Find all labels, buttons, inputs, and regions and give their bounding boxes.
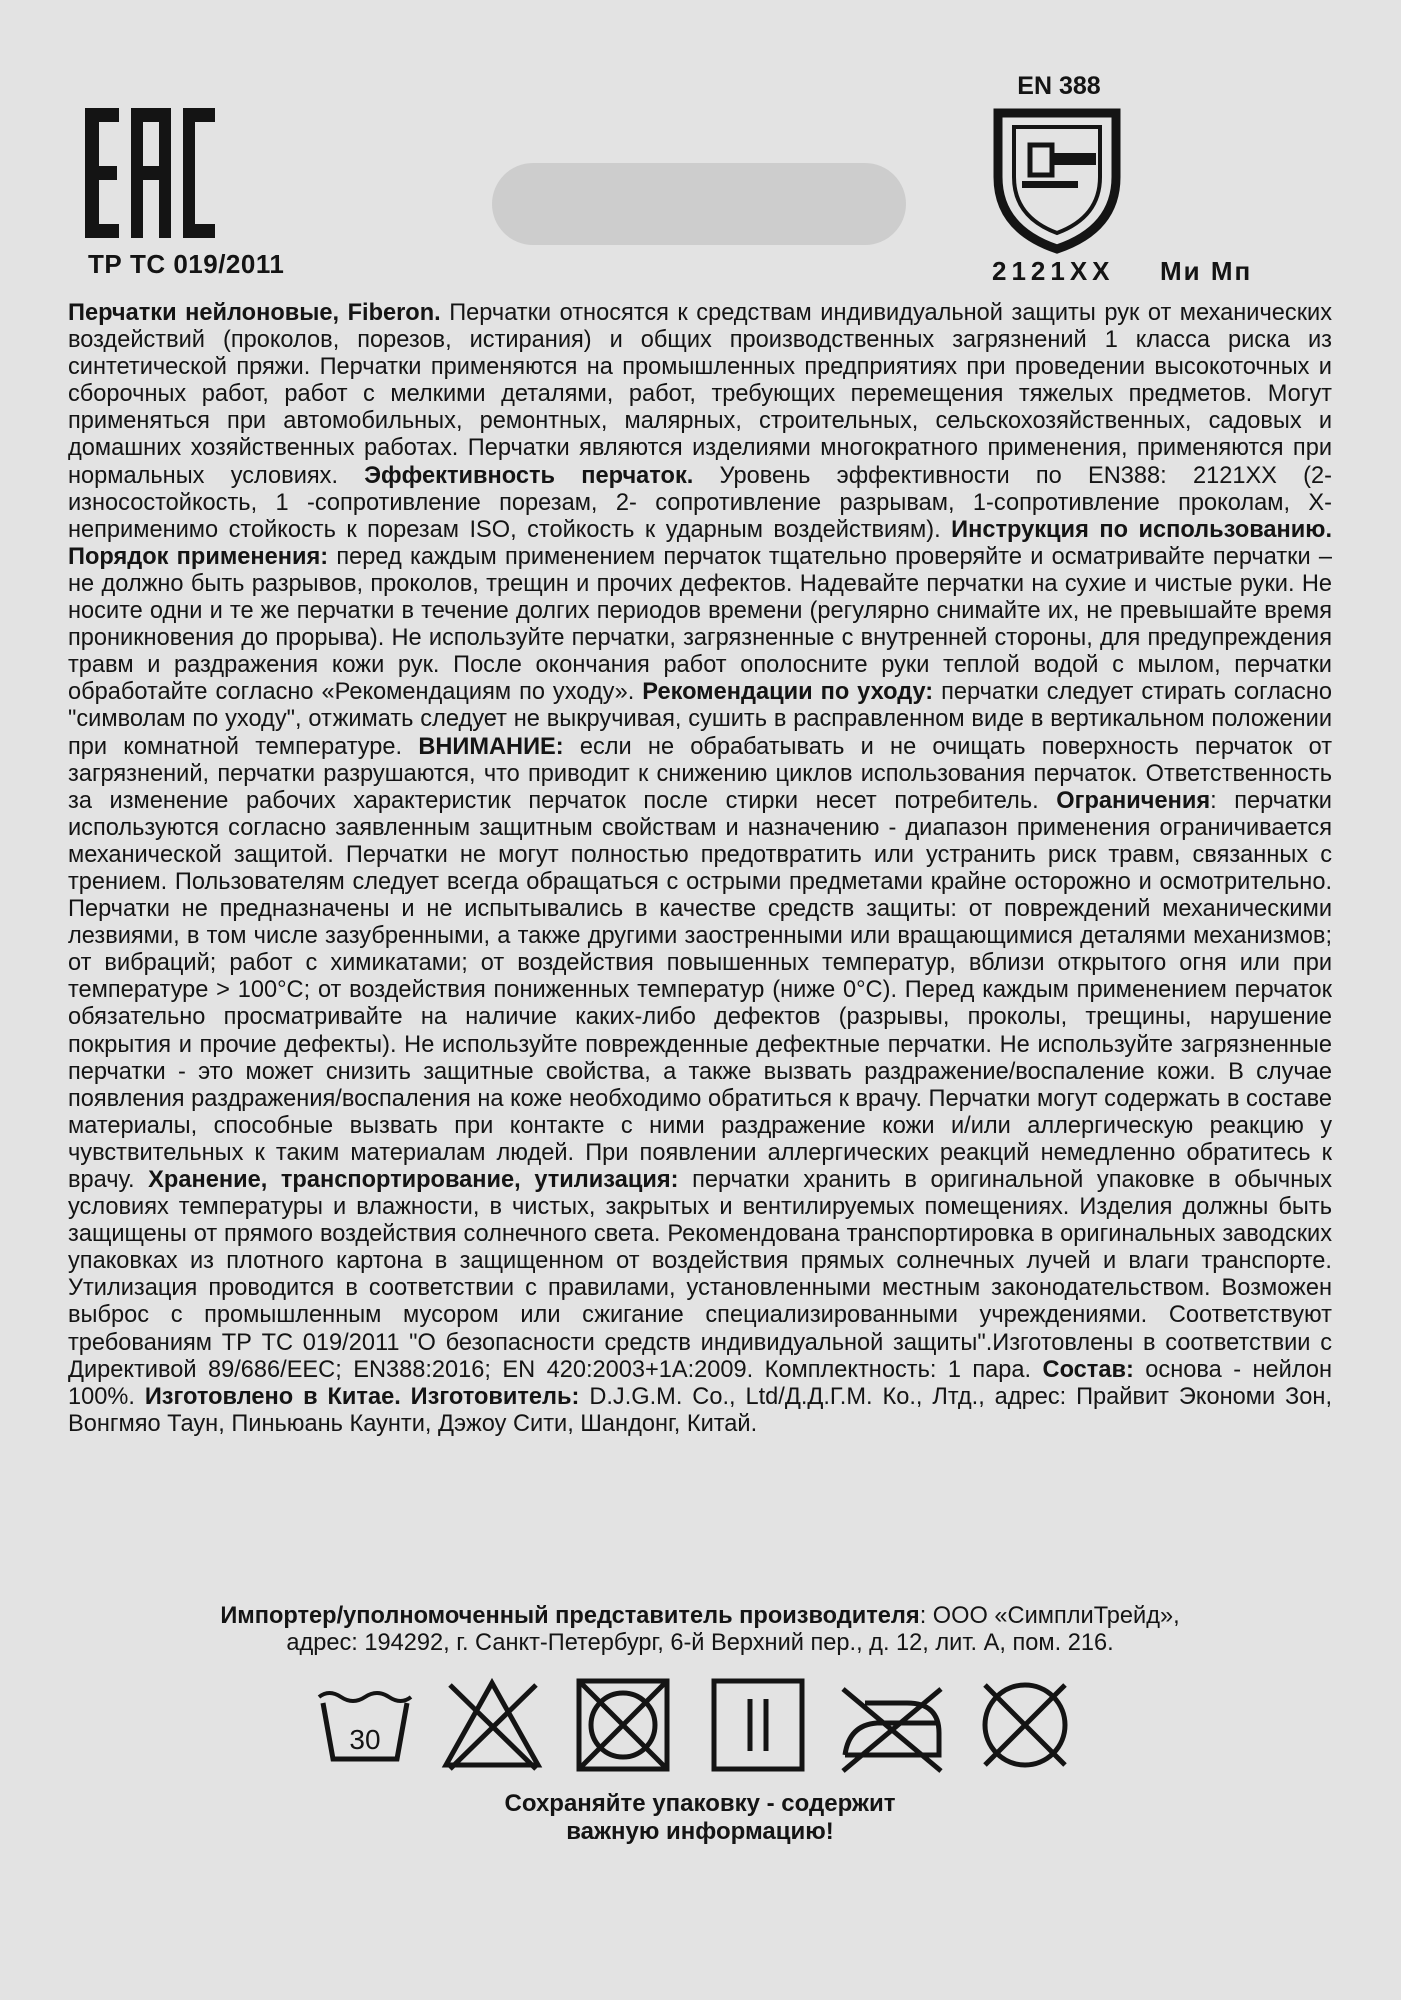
- importer-label: Импортер/уполномоченный представитель производителя: [220, 1603, 920, 1629]
- no-iron-icon: [835, 1675, 950, 1775]
- heading-composition: Состав:: [1042, 1356, 1134, 1383]
- paragraph-manufacturer: D.J.G.M. Co., Ltd/Д.Д.Г.М. Ко., Лтд., адрес: Прайвит Экономи Зон, Вонгмяо Таун, Пиньюань Каунти, Дэжоу Сити, Шандонг, Китай.: [68, 1383, 1333, 1437]
- heading-instruction: Инструкция по использованию. Порядок применения:: [68, 516, 1333, 570]
- no-dry-clean-icon: [975, 1675, 1075, 1775]
- heading-attention: ВНИМАНИЕ:: [418, 733, 564, 760]
- footer-note: [400, 1790, 1000, 1846]
- paragraph-instruction: перед каждым применением перчаток тщательно проверяйте и осматривайте перчатки – не должно быть разрывов, проколов, трещин и прочих дефектов. Надевайте перчатки на сухие и чистые руки. Не носите одни и те же перчатки в течение долгих периодов времени (регулярно снимайте их, не превышайте время проникновения до прорыва). Не используйте перчатки, загрязненные с внутренней стороны, для предупреждения травм и раздражения кожи рук. После окончания работ ополосните руки теплой водой с мылом, перчатки обработайте согласно «Рекомендациям по уходу».: [68, 543, 1332, 706]
- hang-hole: [492, 163, 906, 245]
- wash-temperature-label: 30: [349, 1724, 381, 1755]
- footer-line-1: Сохраняйте упаковку - содержит: [504, 1790, 896, 1817]
- paragraph-attention: если не обрабатывать и не очищать поверхность перчаток от загрязнений, перчатки разрушаются, что приводит к снижению циклов использования перчаток. Ответственность за изменение рабочих характеристик перчаток после стирки несет потребитель.: [68, 733, 1332, 814]
- eac-logo-icon: [85, 108, 215, 238]
- footer-line-2: важную информацию!: [566, 1818, 834, 1845]
- heading-manufacturer: Изготовлено в Китае. Изготовитель:: [144, 1383, 580, 1410]
- tr-ts-code: ТР ТС 019/2011: [88, 249, 285, 279]
- mm-label: Ми Мп: [1160, 256, 1253, 286]
- paragraph-limits: : перчатки используются согласно заявленным защитным свойствам и назначению - диапазон применения ограничивается механической защитой. Перчатки не могут полностью предотвратить или устранить риск травм, связанных с трением. Пользователям следует всегда обращаться с острыми предметами крайне осторожно и осмотрительно. Перчатки не предназначены и не испытывались в качестве средств защиты: от повреждений механическими лезвиями, в том числе зазубренными, а также другими заостренными или вращающимися деталями механизмов; от вибраций; работ с химикатами; от воздействия повышенных температур, вблизи открытого огня или при температуре > 100°C; от воздействия пониженных температур (ниже 0°C). Перед каждым применением перчаток обязательно просматривайте на наличие каких-либо дефектов (разрывы, проколы, трещины, нарушение покрытия и прочие дефекты). Не используйте поврежденные дефектные перчатки. Не используйте загрязненные перчатки - это может снизить защитные свойства, а также вызвать раздражение/воспаление кожи. В случае появления раздражения/воспаления на коже необходимо обратиться к врачу. Перчатки могут содержать в составе материалы, способные вызвать при контакте с ними раздражение кожи и/или аллергическую реакцию у чувствительных к таким материалам людей. При появлении аллергических реакций немедленно обратитесь к врачу.: [68, 787, 1332, 1193]
- heading-storage: Хранение, транспортирование, утилизация:: [148, 1167, 679, 1193]
- importer-name: : ООО «СимплиТрейд»,: [919, 1603, 1180, 1629]
- en-standard-title: EN 388: [1017, 72, 1101, 100]
- no-tumble-dry-icon: [573, 1675, 673, 1775]
- paragraph-care: перчатки следует стирать согласно "символам по уходу", отжимать следует не выкручивая, сушить в расправленном виде в вертикальном положении при комнатной температуре.: [68, 679, 1333, 760]
- line-dry-icon: [708, 1675, 808, 1775]
- care-symbols: [315, 1675, 1075, 1775]
- paragraph-efficiency: Уровень эффективности по EN388: 2121XX (2-износостойкость, 1 -сопротивление порезам, 2- сопротивление разрывам, 1-сопротивление проколам, X-неприменимо стойкость к порезам ISO, стойкость к ударным воздействиям).: [68, 462, 1332, 543]
- wash-30-icon: [315, 1675, 415, 1775]
- heading-efficiency: Эффективность перчаток.: [364, 462, 694, 489]
- paragraph-description: Перчатки относятся к средствам индивидуальной защиты рук от механических воздействий (проколов, порезов, истирания) и общих производственных загрязнений 1 класса риска из синтетической пряжи. Перчатки применяются на промышленных предприятиях при проведении высокоточных и сборочных работ, работ с мелкими деталями, работ, требующих перемещения тяжелых предметов. Могут применяться при автомобильных, ремонтных, малярных, строительных, сельскохозяйственных, садовых и домашних хозяйственных работах. Перчатки являются изделиями многократного применения, применяются при нормальных условиях.: [68, 300, 1332, 489]
- paragraph-composition: основа - нейлон 100%.: [68, 1356, 1332, 1410]
- product-title: Перчатки нейлоновые, Fiberon.: [68, 300, 441, 326]
- instruction-text: [68, 300, 1332, 1438]
- hammer-shield-icon: [992, 107, 1122, 255]
- heading-limits: Ограничения: [1056, 787, 1211, 814]
- en-performance-code: 2121XX: [992, 256, 1115, 286]
- no-bleach-icon: [440, 1675, 545, 1775]
- importer-block: [68, 1603, 1332, 1657]
- paragraph-storage: перчатки хранить в оригинальной упаковке в обычных условиях температуры и влажности, в чистых, закрытых и вентилируемых помещениях. Изделия должны быть защищены от прямого воздействия солнечного света. Рекомендована транспортировка в оригинальных заводских упаковках из плотного картона в защищенном от воздействия прямых солнечных лучей и влаги транспорте. Утилизация проводится в соответствии с правилами, установленными местным законодательством. Возможен выброс с промышленным мусором или сжигание специализированными учреждениями. Соответствуют требованиям ТР ТС 019/2011 "О безопасности средств индивидуальной защиты".Изготовлены в соответствии с Директивой 89/686/EEC; EN388:2016; EN 420:2003+1A:2009. Комплектность: 1 пара.: [68, 1167, 1333, 1383]
- heading-care: Рекомендации по уходу:: [634, 679, 934, 706]
- importer-address: адрес: 194292, г. Санкт-Петербург, 6-й Верхний пер., д. 12, лит. А, пом. 216.: [286, 1630, 1114, 1657]
